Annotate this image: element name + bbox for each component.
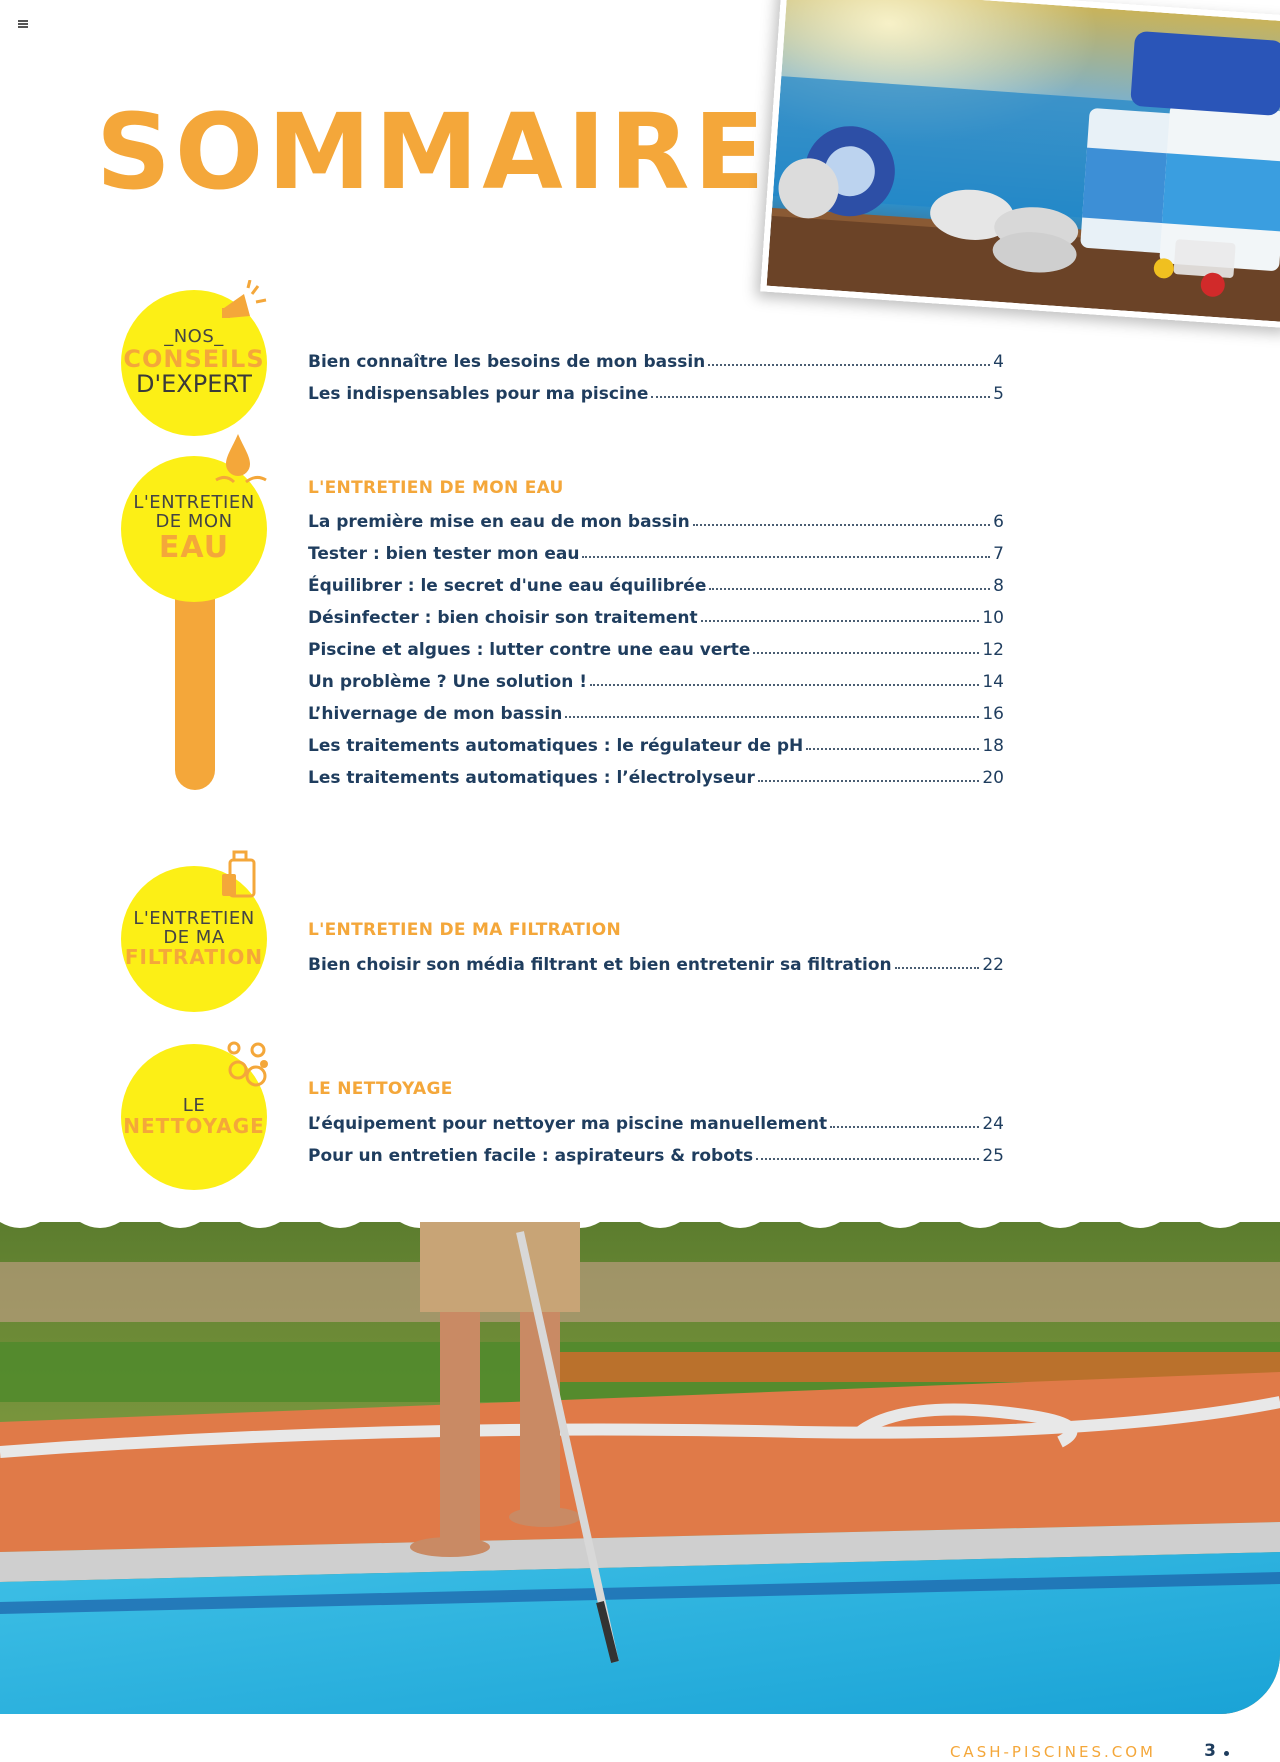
- toc-entry[interactable]: [308, 949, 1004, 975]
- toc-entry-label: Les indispensables pour ma piscine: [308, 384, 649, 404]
- toc-entry-page: 16: [982, 704, 1004, 724]
- toc-entry-label: Bien connaître les besoins de mon bassin: [308, 352, 706, 372]
- conseils-circle-mid: CONSEILS: [123, 345, 265, 374]
- toc-nettoyage: [308, 1108, 1004, 1166]
- toc-entry[interactable]: [308, 378, 1004, 404]
- pool-cleaning-photo: [0, 1222, 1280, 1714]
- toc-dots: [565, 716, 979, 718]
- toc-entry[interactable]: [308, 570, 1004, 596]
- nettoyage-circle-bottom: NETTOYAGE: [123, 1113, 265, 1138]
- filtration-circle-top: L'ENTRETIEN: [133, 907, 255, 929]
- eau-circle-bottom: EAU: [158, 530, 230, 566]
- toc-dots: [895, 967, 980, 969]
- megaphone-icon: [218, 280, 270, 330]
- toc-entry-label: La première mise en eau de mon bassin: [308, 512, 690, 532]
- eau-stick-decoration: [175, 590, 215, 790]
- footer-website[interactable]: CASH-PISCINES.COM: [949, 1743, 1156, 1761]
- toc-entry-page: 20: [982, 768, 1004, 788]
- toc-conseils: [308, 346, 1004, 404]
- toc-entry[interactable]: [308, 1140, 1004, 1166]
- toc-entry[interactable]: [308, 730, 1004, 756]
- toc-entry[interactable]: [308, 346, 1004, 372]
- toc-eau: [308, 506, 1004, 788]
- toc-dots: [806, 748, 979, 750]
- footer-page-number: 3: [1204, 1741, 1216, 1761]
- toc-entry[interactable]: [308, 666, 1004, 692]
- toc-entry-page: 25: [982, 1146, 1004, 1166]
- toc-entry[interactable]: [308, 762, 1004, 788]
- toc-dots: [590, 684, 979, 686]
- toc-entry-page: 8: [993, 576, 1004, 596]
- toc-entry-label: Piscine et algues : lutter contre une eau verte: [308, 640, 751, 660]
- toc-entry-page: 6: [993, 512, 1004, 532]
- toc-filtration: [308, 949, 1004, 975]
- toc-entry[interactable]: [308, 1108, 1004, 1134]
- toc-entry-page: 18: [982, 736, 1004, 756]
- section-heading-filtration: L'ENTRETIEN DE MA FILTRATION: [308, 920, 621, 940]
- toc-entry-label: Les traitements automatiques : le régulateur de pH: [308, 736, 804, 756]
- toc-entry-page: 7: [993, 544, 1004, 564]
- toc-dots: [709, 588, 990, 590]
- filtration-circle-mid: DE MA: [163, 926, 225, 948]
- toc-dots: [582, 556, 990, 558]
- conseils-circle-top: _NOS_: [164, 326, 224, 348]
- toc-entry-page: 4: [993, 352, 1004, 372]
- toc-entry-label: L’hivernage de mon bassin: [308, 704, 563, 724]
- toc-entry-page: 10: [982, 608, 1004, 628]
- toc-entry-label: L’équipement pour nettoyer ma piscine manuellement: [308, 1114, 828, 1134]
- section-heading-eau: L'ENTRETIEN DE MON EAU: [308, 478, 564, 498]
- toc-entry-page: 22: [982, 955, 1004, 975]
- toc-dots: [758, 780, 979, 782]
- toc-dots: [701, 620, 980, 622]
- toc-dots: [651, 396, 990, 398]
- toc-entry[interactable]: [308, 506, 1004, 532]
- footer-dot: [1224, 1751, 1229, 1756]
- toc-entry-label: Un problème ? Une solution !: [308, 672, 588, 692]
- toc-entry[interactable]: [308, 634, 1004, 660]
- bottles-icon: [220, 850, 260, 900]
- filtration-circle-bottom: FILTRATION: [124, 945, 264, 970]
- toc-entry-label: Pour un entretien facile : aspirateurs & robots: [308, 1146, 754, 1166]
- toc-entry-page: 14: [982, 672, 1004, 692]
- eau-circle-top: L'ENTRETIEN: [133, 492, 255, 514]
- toc-entry[interactable]: [308, 538, 1004, 564]
- eau-circle-mid: DE MON: [155, 511, 233, 533]
- page-title: SOMMAIRE: [96, 91, 769, 213]
- toc-dots: [708, 364, 990, 366]
- toc-entry-label: Les traitements automatiques : l’électrolyseur: [308, 768, 755, 788]
- menu-icon[interactable]: [18, 20, 28, 28]
- toc-entry-label: Désinfecter : bien choisir son traitement: [308, 608, 698, 628]
- toc-entry-page: 24: [982, 1114, 1004, 1134]
- toc-entry[interactable]: [308, 602, 1004, 628]
- conseils-circle-bottom: D'EXPERT: [136, 370, 252, 399]
- toc-dots: [756, 1158, 979, 1160]
- bubbles-icon: [224, 1040, 274, 1090]
- toc-entry-page: 5: [993, 384, 1004, 404]
- pool-products-photo: [760, 0, 1280, 328]
- water-drop-icon: [212, 434, 268, 494]
- toc-entry-label: Bien choisir son média filtrant et bien entretenir sa filtration: [308, 955, 892, 975]
- toc-entry-label: Équilibrer : le secret d'une eau équilibrée: [308, 576, 707, 596]
- toc-entry-label: Tester : bien tester mon eau: [308, 544, 580, 564]
- section-heading-nettoyage: LE NETTOYAGE: [308, 1079, 453, 1099]
- toc-dots: [830, 1126, 979, 1128]
- toc-entry[interactable]: [308, 698, 1004, 724]
- toc-entry-page: 12: [982, 640, 1004, 660]
- toc-dots: [693, 524, 990, 526]
- toc-dots: [753, 652, 979, 654]
- nettoyage-circle-top: LE: [182, 1095, 206, 1117]
